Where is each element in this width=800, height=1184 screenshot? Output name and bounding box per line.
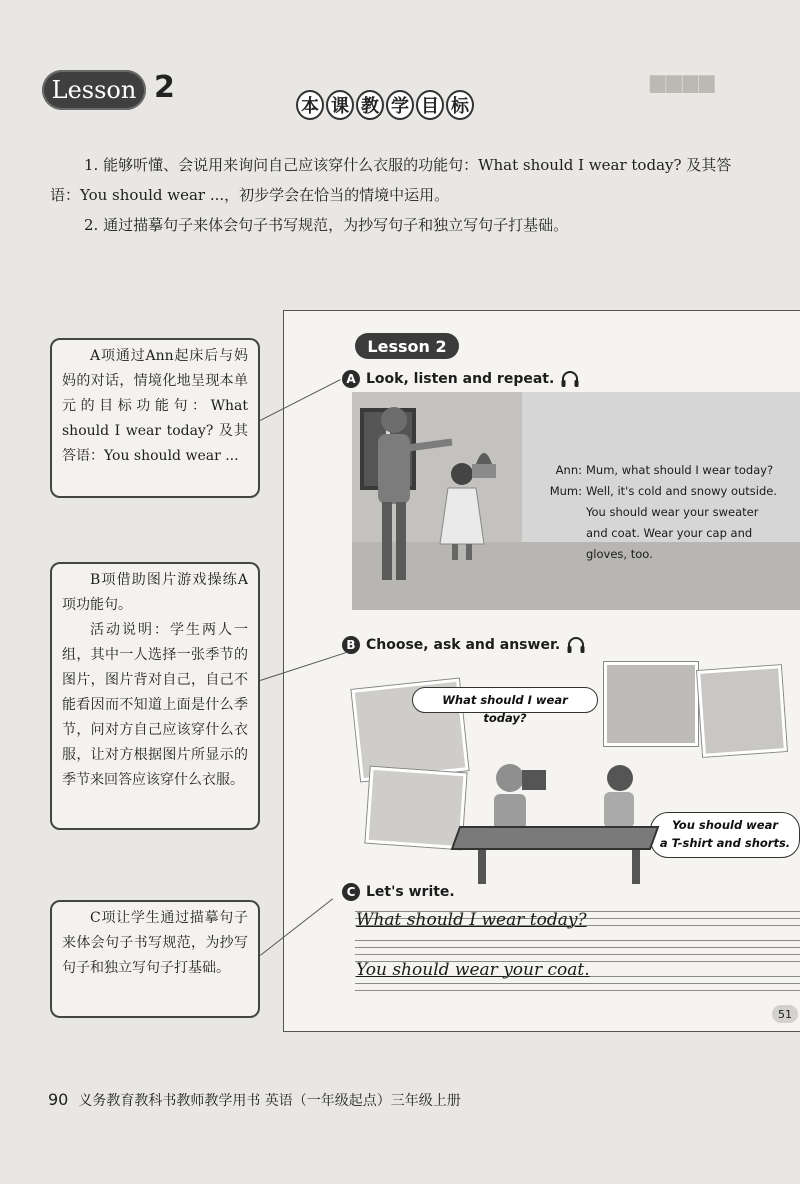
headphones-icon[interactable] bbox=[560, 370, 580, 388]
goal-title-char: 学 bbox=[386, 90, 414, 120]
table-leg bbox=[478, 850, 486, 884]
speech-mum-4: gloves, too. bbox=[586, 547, 653, 561]
speech-ann: Mum, what should I wear today? bbox=[586, 463, 774, 477]
note-b-line2: 活动说明：学生两人一组，其中一人选择一张季节的图片，图片背对自己，自己不能看因而不知道上面是什么季节，问对方自己应该穿什么衣服，让对方根据图片所显示的季节来回答应该穿什么衣服。 bbox=[62, 622, 248, 788]
season-photo-beach bbox=[365, 767, 466, 850]
speaker-mum: Mum: bbox=[549, 484, 582, 498]
book-lesson-pill: Lesson 2 bbox=[355, 333, 459, 359]
note-b-line1: B项借助图片游戏操练A项功能句。 bbox=[62, 572, 248, 613]
goal-title bbox=[296, 90, 474, 120]
footer-page-number: 90 bbox=[48, 1090, 69, 1109]
section-a-title: Look, listen and repeat. bbox=[366, 371, 555, 387]
dialogue-line-mum bbox=[546, 481, 800, 502]
goal-title-char: 课 bbox=[326, 90, 354, 120]
goal-title-char: 本 bbox=[296, 90, 324, 120]
objective-2: 2. 通过描摹句子来体会句子书写规范，为抄写句子和独立写句子打基础。 bbox=[84, 216, 569, 234]
note-c-text: C项让学生通过描摹句子来体会句子书写规范，为抄写句子和独立写句子打基础。 bbox=[62, 910, 248, 976]
lesson-number: 2 bbox=[154, 70, 175, 105]
section-letter-a: A bbox=[342, 370, 360, 388]
table bbox=[451, 826, 660, 850]
speech-mum-1: Well, it's cold and snowy outside. bbox=[586, 484, 778, 498]
page-footer bbox=[48, 1090, 461, 1110]
footer-book-title: 义务教育教科书教师教学用书 英语（一年级起点）三年级上册 bbox=[78, 1093, 461, 1109]
dialogue-line-ann bbox=[546, 460, 800, 481]
season-photo-autumn bbox=[604, 662, 698, 746]
student-book-page-number: 51 bbox=[772, 1005, 798, 1023]
section-b-title: Choose, ask and answer. bbox=[366, 637, 561, 653]
headphones-icon[interactable] bbox=[566, 636, 586, 654]
goal-title-char: 教 bbox=[356, 90, 384, 120]
note-a-text: A项通过Ann起床后与妈妈的对话，情境化地呈现本单元的目标功能句：What should I wear today? 及其答语：You should wear ... bbox=[62, 348, 248, 464]
note-section-a bbox=[50, 338, 260, 498]
table-leg bbox=[632, 850, 640, 884]
speech-mum-3: and coat. Wear your cap and bbox=[586, 526, 753, 540]
section-letter-c: C bbox=[342, 883, 360, 901]
section-c-heading bbox=[342, 883, 455, 901]
answer-line-2: a T-shirt and shorts. bbox=[659, 836, 791, 850]
dialogue bbox=[546, 460, 800, 565]
speech-bubble-answer bbox=[650, 812, 800, 858]
speech-mum-2: You should wear your sweater bbox=[586, 505, 759, 519]
goal-title-char: 标 bbox=[446, 90, 474, 120]
goal-title-char: 目 bbox=[416, 90, 444, 120]
note-section-b bbox=[50, 562, 260, 830]
speech-bubble-question: What should I wear today? bbox=[412, 687, 598, 713]
answer-line-1: You should wear bbox=[671, 818, 779, 832]
section-a-heading bbox=[342, 370, 580, 388]
section-b-heading bbox=[342, 636, 586, 654]
tracing-sentence-2: You should wear your coat. bbox=[356, 960, 590, 980]
bleed-through-text: ▆▆▆▆ bbox=[650, 69, 716, 93]
note-section-c bbox=[50, 900, 260, 1018]
section-c-title: Let's write. bbox=[366, 884, 455, 900]
lesson-badge: Lesson bbox=[42, 70, 146, 110]
speaker-ann: Ann: bbox=[555, 463, 582, 477]
section-letter-b: B bbox=[342, 636, 360, 654]
objective-1: 1. 能够听懂、会说用来询问自己应该穿什么衣服的功能句：What should I wear today? 及其答语：You should wear ...，初步学会在恰当的情境中运用。 bbox=[50, 156, 732, 204]
tracing-sentence-1: What should I wear today? bbox=[356, 910, 587, 930]
season-photo-winter bbox=[697, 665, 787, 757]
